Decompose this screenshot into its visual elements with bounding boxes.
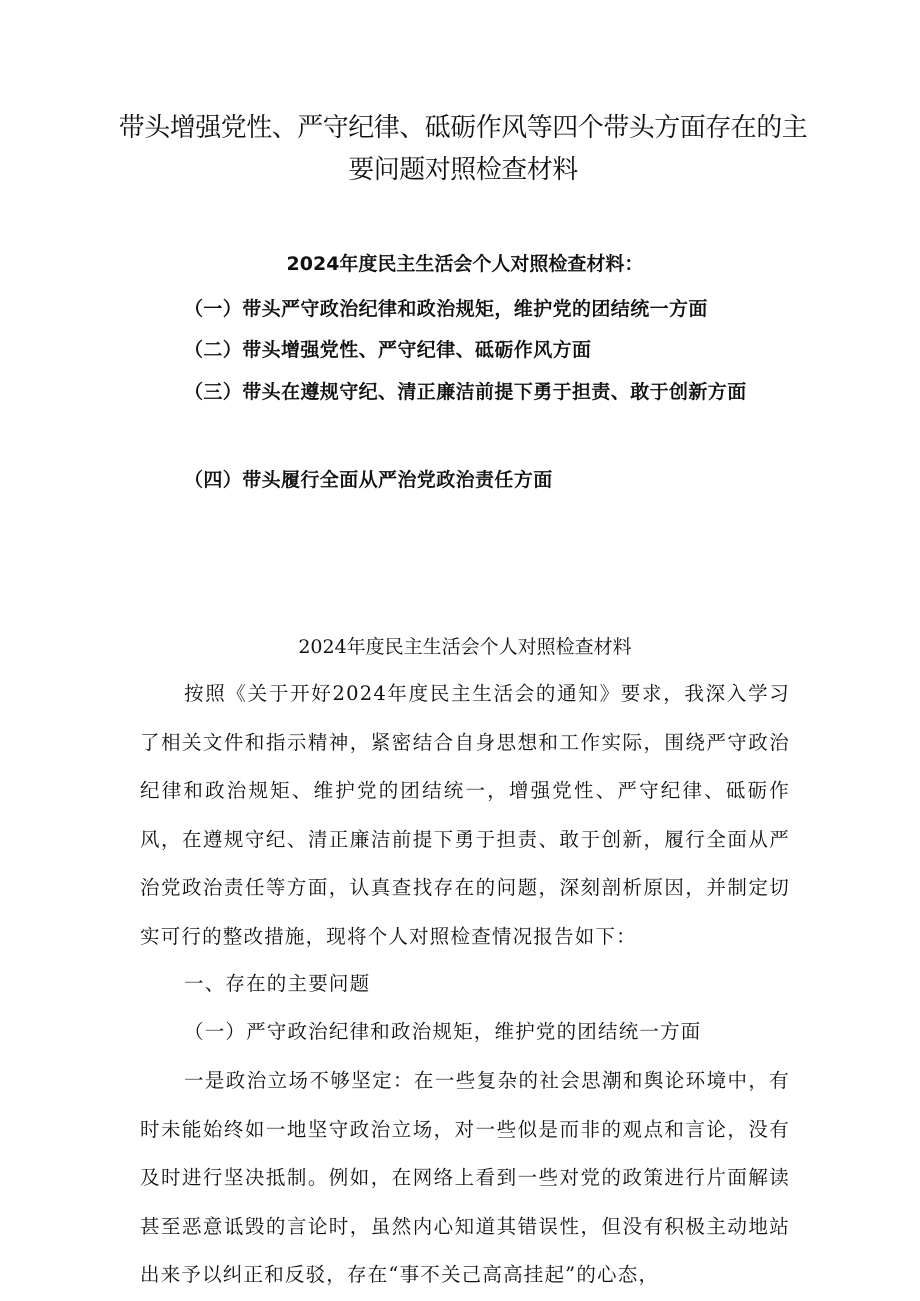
body-paragraph: 一是政治立场不够坚定：在一些复杂的社会思潮和舆论环境中，有时未能始终如一地坚守政治立场，对一些似是而非的观点和言论，没有及时进行坚决抵制。例如，在网络上看到一些对党的政策进行片面解读甚至恶意诋毁的言论时，虽然内心知道其错误性，但没有积极主动地站出来予以纠正和反驳，存在“事不关己高高挂起”的心态， [140, 1069, 790, 1286]
intro-paragraph: 按照《关于开好2024年度民主生活会的通知》要求，我深入学习了相关文件和指示精神，紧密结合自身思想和工作实际，围绕严守政治纪律和政治规矩、维护党的团结统一，增强党性、严守纪律、砥砺作风，在遵规守纪、清正廉洁前提下勇于担责、敢于创新，履行全面从严治党政治责任等方面，认真查找存在的问题，深刻剖析原因，并制定切实可行的整改措施，现将个人对照检查情况报告如下： [140, 682, 790, 948]
body-title: 2024年度民主生活会个人对照检查材料 [298, 636, 632, 658]
toc-heading: 2024年度民主生活会个人对照检查材料： [286, 253, 644, 275]
toc-item-4: （四）带头履行全面从严治党政治责任方面 [184, 469, 553, 491]
section-heading: 一、存在的主要问题 [184, 972, 371, 995]
toc-item-1: （一）带头严守政治纪律和政治规矩，维护党的团结统一方面 [184, 298, 708, 320]
toc-item-3: （三）带头在遵规守纪、清正廉洁前提下勇于担责、敢于创新方面 [184, 381, 747, 403]
subsection-heading: （一）严守政治纪律和政治规矩，维护党的团结统一方面 [184, 1020, 702, 1043]
toc-item-2: （二）带头增强党性、严守纪律、砥砺作风方面 [184, 339, 592, 361]
document-title: 带头增强党性、严守纪律、砥砺作风等四个带头方面存在的主要问题对照检查材料 [118, 113, 808, 185]
